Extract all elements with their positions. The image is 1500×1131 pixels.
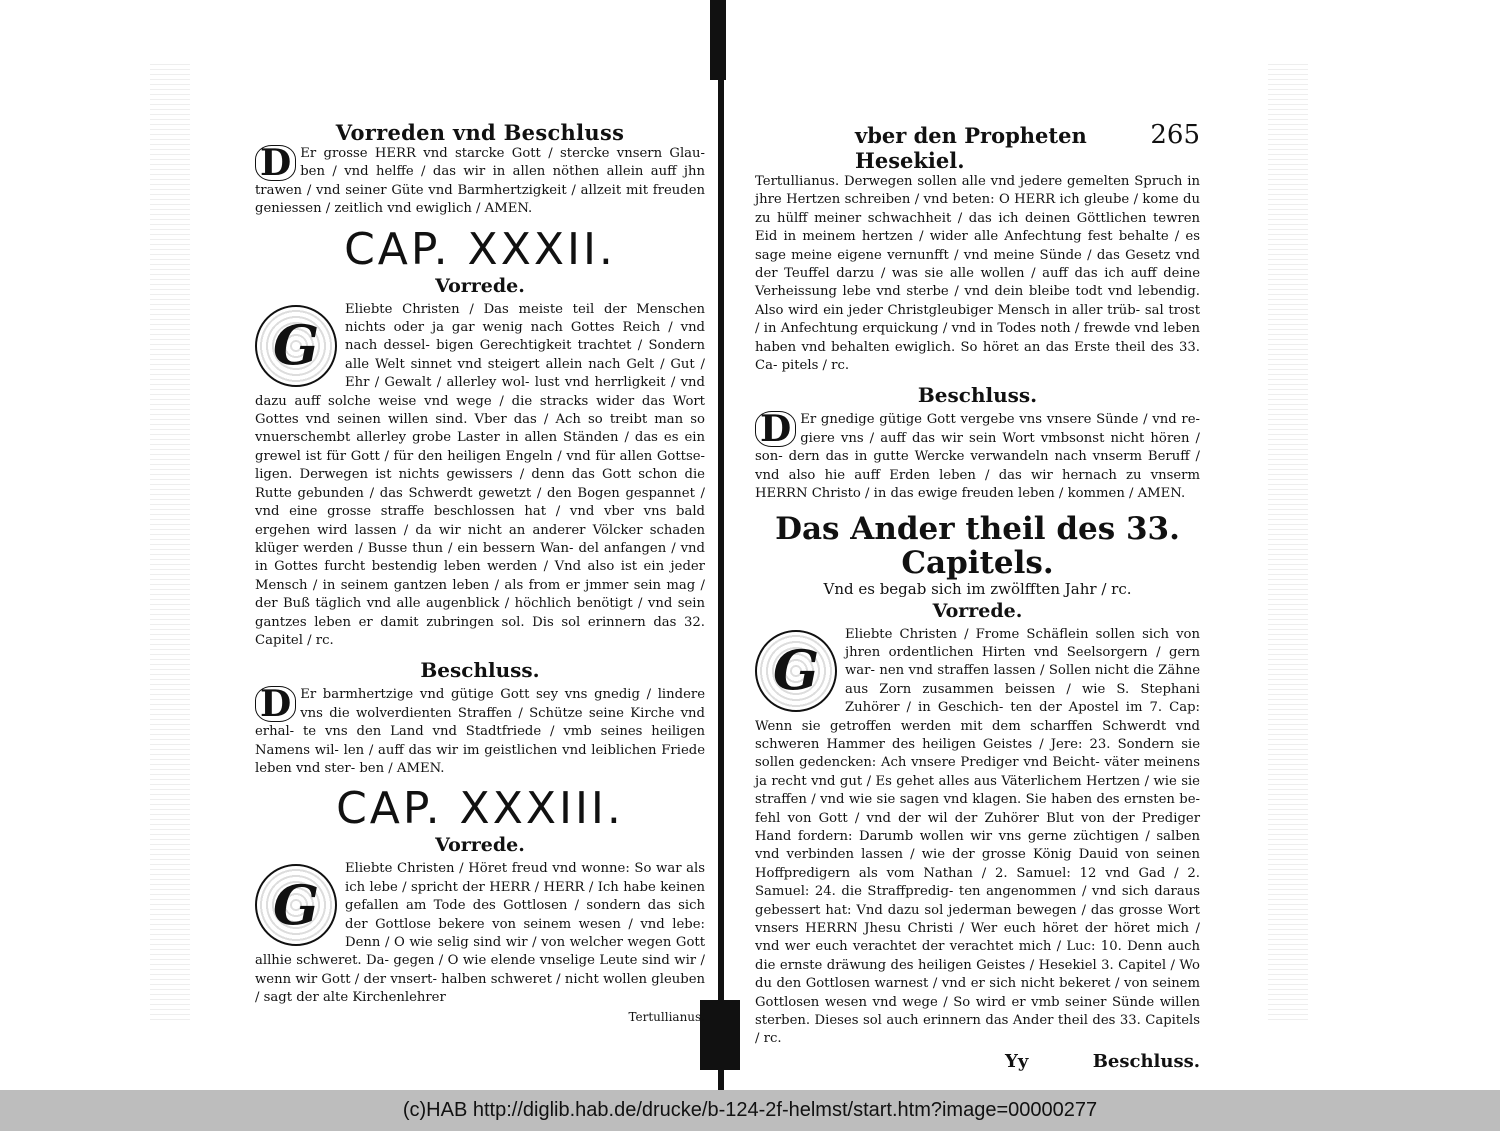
right-closing: D Er gnedige gütige Gott vergebe vns vnsere Sünde / vnd re- giere vns / auff das wir sein Wort vmbsonst nicht hören / son- dern das in gutte Wercke verwandeln nach vnserm Beruff / vnd also hie auff Erden leben / das wir hernach zu vnserm HERRN Christo / in das ewige freuden leben / kommen / AMEN.	[755, 408, 1200, 502]
chapter-32-text: G Eliebte Christen / Das meiste teil der Menschen nichts oder ja gar wenig nach Gottes Reich / vnd nach dessel- bigen Gerechtigkeit trachtet / Sondern alle Welt sinnet vnd steigert allein nach Gelt / Gut / Ehr / Gewalt / allerley wol- lust vnd herrligkeit / vnd dazu auff solche weise vnd wege / die stracks wider das Wort Gottes vnd seinen willen sind. Vber das / Ach so treibt man so vnuerschembt allerley grobe Laster in allen Ständen / das es ein grewel ist für Gott / für den heiligen Engeln / vnd für allen Gottse- ligen. Derwegen ist nichts gewissers / denn das Gott schon die Rutte gebunden / das Schwerdt gewetzt / den Bogen gespannet / vnd eine grosse straffe beschlossen hat / vnd vber vns bald ergehen wird lassen / da wir nicht an anderer Völcker schaden klüger werden / Busse thun / ein bessern Wan- del anfangen / vnd in Gottes furcht bestendig leben werden / Vnd also ist ein jeder Mensch / in seinem gantzen leben / als from er jmmer sein mag / der Buß täglich vnd alle augenblick / höchlich benötigt / vnd sein gantzes leben er damit zubringen sol. Dis sol erinnern das 32. Capitel / rc.	[255, 301, 705, 648]
opening-prayer	[255, 142, 705, 219]
chapter-33-heading: CAP. XXXIII.	[336, 783, 624, 835]
signature-mark: Yy	[1005, 1050, 1029, 1072]
initial-letter: D	[255, 145, 296, 181]
chapter-32-closing: D Er barmhertzige vnd gütige Gott sey vns gnedig / lindere vns die wolverdienten Straffen / Schütze seine Kirche vnd erhal- te vns den Land vnd Stadtfriede / vmb seines heiligen Namens wil- len / auff das wir im geistlichen vnd leiblichen Friede leben vnd ster- ben / AMEN.	[255, 683, 705, 776]
part-two-subline: Vnd es begab sich im zwölfften Jahr / rc.	[823, 579, 1132, 598]
chapter-32-beschluss-title: Beschluss.	[420, 658, 540, 683]
opening-text: Er grosse HERR vnd starcke Gott / stercke vnsern Glau- ben / vnd helffe / das wir in allen nöthen allein auff jhn trawen / vnd seiner Güte vnd Barmhertzigkeit / allzeit mit freuden geniessen / zeitlich vnd ewiglich / AMEN.	[255, 146, 705, 217]
right-page-footer-line	[755, 1051, 1200, 1072]
left-catchword: Tertullianus.	[628, 1009, 705, 1024]
left-edge-noise	[150, 60, 190, 1020]
left-running-head: Vorreden vnd Beschluss	[335, 120, 625, 145]
decorated-initial: G	[755, 630, 837, 712]
right-catchword: Beschluss.	[1092, 1050, 1200, 1072]
right-running-title: vber den Propheten Hesekiel.	[855, 123, 1087, 173]
part-two-vorrede: Vorrede.	[932, 599, 1023, 622]
decorated-initial: G	[255, 305, 337, 387]
part-two-text: G Eliebte Christen / Frome Schäflein sollen sich von jhren ordentlichen Hirten vnd Seelsorgern / gern war- nen vnd straffen lassen / Sollen nicht die Zähne aus Zorn zusammen beissen / wie S. Stephani Zuhörer / in Geschich- ten der Apostel im 7. Cap: Wenn sie getroffen werden mit dem scharffen Schwerdt vnd schweren Hammer des heiligen Geistes / Jere: 23. Sondern sie sollen gedencken: Ach vnsere Prediger vnd Beicht- väter meinens ja recht vnd gut / Es gehet alles aus Väterlichem Hertzen / wie sie straffen / vnd wie sie sagen vnd klagen. Sie haben des ernsten be- fehl von Gott / vnd der wil der Zuhörer Blut von der Prediger Hand fordern: Darumb wollen wir vns gerne züchtigen / salben vnd verbinden lassen / wie der grosse König Dauid von seinen Hoffpredigern als vom Nathan / 2. Samuel: 12 vnd Gad / 2. Samuel: 24. die Straffpredig- ten angenommen / vnd sich daraus gebessert hat: Vnd dazu sol jederman bewegen / das grosse Wort vnsers HERRN Jhesu Christi / Wer euch höret der höret mich / vnd wer euch verachtet der verachtet mich / Luc: 10. Denn auch die ernste dräwung des heiligen Geistes / Hesekiel 3. Capitel / Wo du den Gottlosen warnest / vnd er sich nicht bekeret / von seinem Gottlosen wesen vnd wege / So wird er vmb seiner Sünde willen sterben. Dieses sol auch erinnern das Ander theil des 33. Capitels / rc.	[755, 626, 1200, 1047]
continuation-text: Tertullianus. Derwegen sollen alle vnd jedere gemelten Spruch in jhre Hertzen schreiben / vnd beten: O HERR ich gleube / kome du zu hülff meiner schwachheit / das ich deinen Göttlichen tewren Eid in meinem hertzen / wider alle Anfechtung fest behalte / es sage meine eigene vernunfft / vnd meine Sünde / das Gesetz vnd der Teuffel darzu / was sie alle wollen / auff das ich auff deine Verheissung lebe vnd sterbe / vnd dein bleibe todt vnd lebendig. Also wird ein jeder Christgleubiger Mensch in aller trüb- sal trost / in Anfechtung erquickung / vnd in Todes noth / frewde vnd leben haben vnd behalten ewiglich. So höret an das Erste theil des 33. Ca- pitels / rc.	[755, 174, 1200, 374]
chapter-33-vorrede: Vorrede.	[435, 834, 525, 857]
left-page	[255, 120, 705, 1024]
right-running-head	[755, 120, 1200, 173]
book-gutter	[700, 0, 740, 1090]
chapter-32-heading: CAP. XXXII.	[344, 223, 616, 275]
right-beschluss-title: Beschluss.	[917, 383, 1038, 408]
decorated-initial: G	[255, 864, 337, 946]
initial-letter: D	[755, 411, 796, 447]
initial-letter: D	[255, 686, 296, 722]
right-page	[755, 120, 1200, 1072]
chapter-33-text: G Eliebte Christen / Höret freud vnd wonne: So war als ich lebe / spricht der HERR / HERR / Ich habe keinen gefallen am Tode des Gottlosen / sondern das sich der Gottlose bekere von seinem wesen / vnd lebe: Denn / O wie selig sind wir / von welcher wegen Gott allhie schweret. Da- gegen / O wie elende vnselige Leute sind wir / wenn wir Gott / der vnsert- halben schweret / nicht wollen gleuben / sagt der alte Kirchenlehrer	[255, 861, 705, 1006]
copyright-footer: (c)HAB http://diglib.hab.de/drucke/b-124-2f-helmst/start.htm?image=00000277	[0, 1090, 1500, 1131]
part-two-heading: Das Ander theil des 33. Capitels.	[775, 510, 1180, 581]
right-edge-noise	[1268, 60, 1308, 1020]
chapter-32-vorrede: Vorrede.	[435, 274, 525, 297]
page-number: 265	[1150, 120, 1200, 150]
